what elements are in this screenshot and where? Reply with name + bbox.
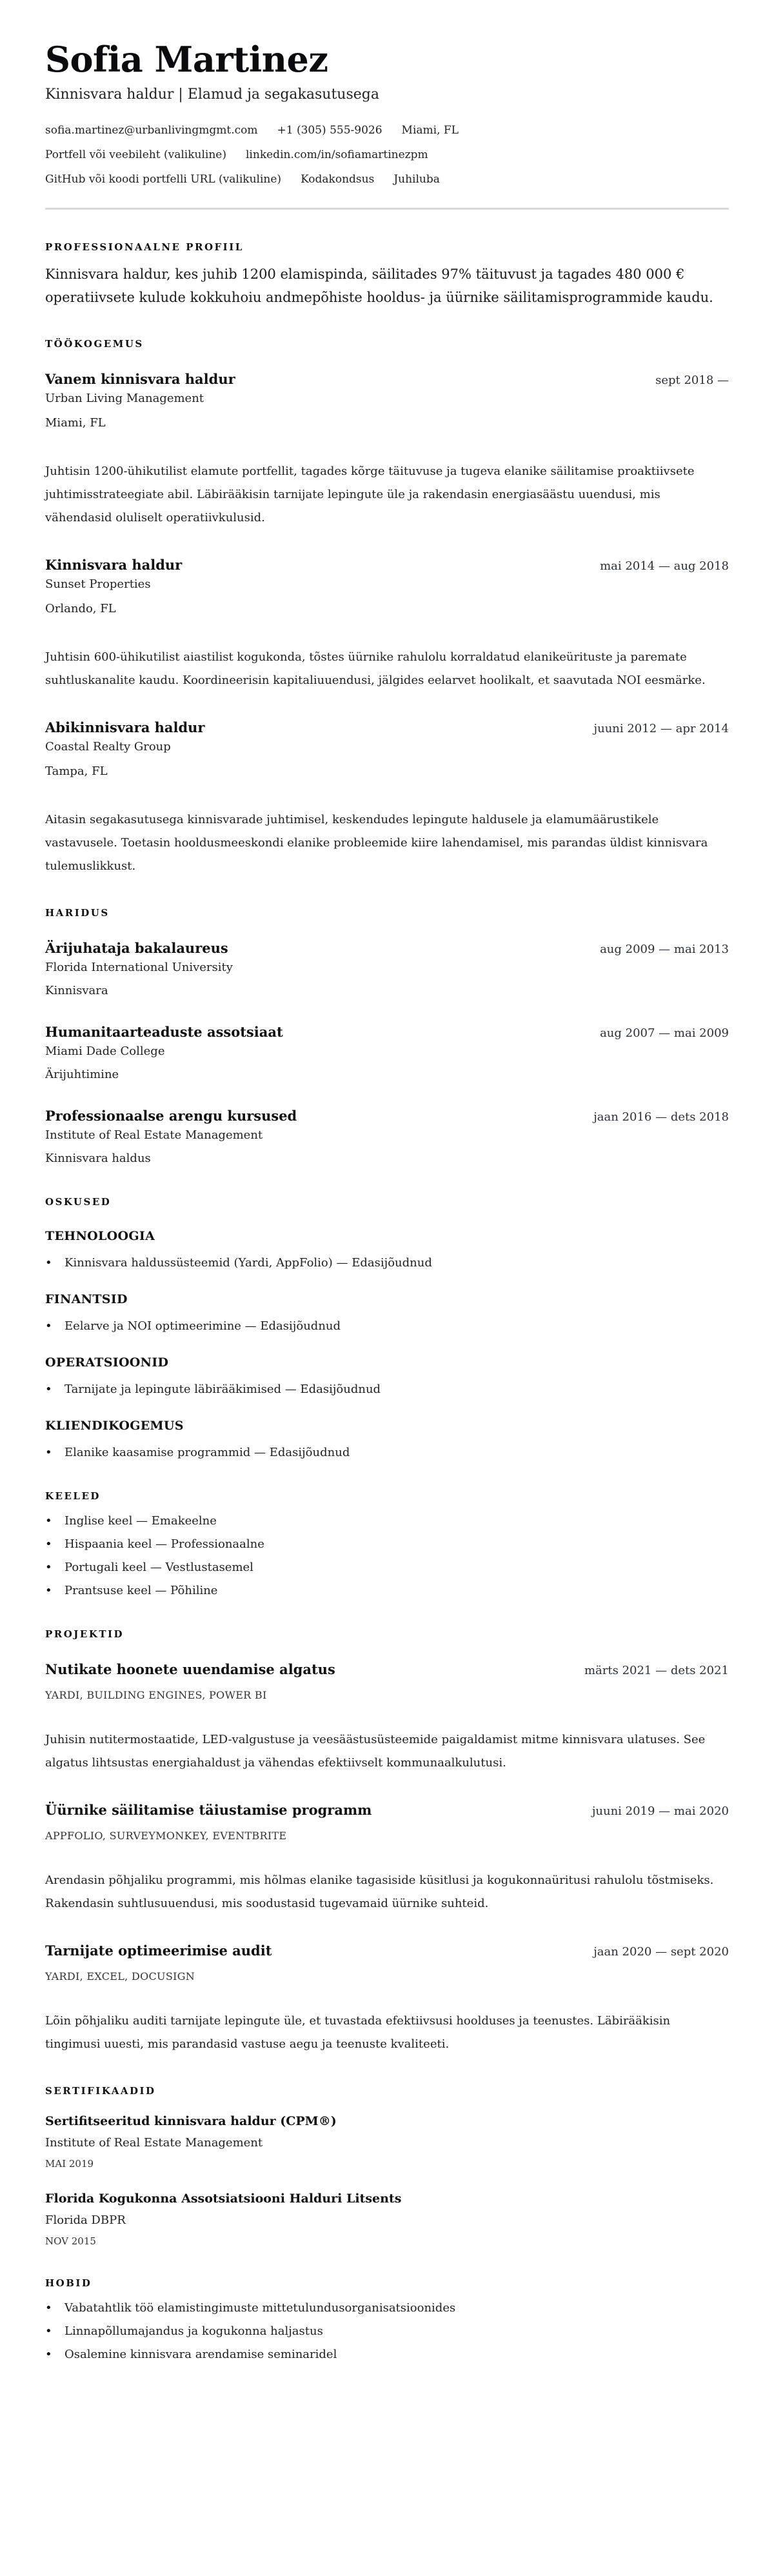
degree-dates: aug 2009 — mai 2013 [600, 943, 729, 956]
certifications-section [45, 2084, 729, 2248]
contact-phone[interactable]: +1 (305) 555-9026 [277, 124, 382, 137]
project-tech-stack: APPFOLIO, SURVEYMONKEY, EVENTBRITE [45, 1830, 287, 1842]
profile-summary: Kinnisvara haldur, kes juhib 1200 elamispinda, säilitades 97% täituvust ja tagades 480 000 € operatiivsete kulude kokkuhoiu andmepõhiste hooldus- ja üürnike säilitamisprogrammide kaudu. [45, 266, 713, 305]
skill-item: • Elanike kaasamise programmid — Edasijõudnud [45, 1444, 729, 1461]
job-location: Miami, FL [45, 416, 106, 430]
hobby-item: • Linnapõllumajandus ja kogukonna haljastus [45, 2323, 729, 2340]
section-title-skills: OSKUSED [45, 1196, 112, 1208]
project-title: Nutikate hoonete uuendamise algatus [45, 1661, 335, 1677]
languages-section [45, 1490, 729, 1599]
project-entry [45, 1660, 729, 1775]
skill-item: • Eelarve ja NOI optimeerimine — Edasijõudnud [45, 1318, 729, 1335]
language-list [45, 1513, 729, 1599]
project-entry [45, 1801, 729, 1915]
contact-row-3 [45, 172, 729, 187]
job-location: Orlando, FL [45, 602, 116, 615]
contact-email[interactable]: sofia.martinez@urbanlivingmgmt.com [45, 124, 258, 137]
section-title-hobbies: HOBID [45, 2277, 92, 2289]
contact-citizenship: Kodakondsus [301, 173, 375, 186]
skill-category-name: OPERATSIOONID [45, 1355, 169, 1370]
section-title-profile: PROFESSIONAALNE PROFIIL [45, 241, 244, 253]
hobbies-section [45, 2277, 729, 2363]
job-description: Juhtisin 1200-ühikutilist elamute portfellit, tagades kõrge täituvuse ja tugeva elanike säilitamise proaktiivsete juhtimisstrateegiate abil. Läbirääkisin tarnijate lepingute üle ja rakendasin energiasäästu uuendusi, mis vähendasid oluliselt operatiivkulusid. [45, 464, 695, 524]
experience-entry [45, 370, 729, 530]
project-description: Lõin põhjaliku auditi tarnijate lepingute üle, et tuvastada efektiivsusi hoolduses ja teenustes. Läbirääkisin tingimusi uuesti, mis parandasid vastuse aegu ja teenuste kvaliteeti. [45, 2014, 671, 2051]
project-tech-stack: YARDI, BUILDING ENGINES, POWER BI [45, 1689, 267, 1701]
profile-section [45, 241, 729, 309]
contact-linkedin[interactable]: linkedin.com/in/sofiamartinezpm [246, 148, 428, 161]
education-entry [45, 1023, 729, 1083]
section-title-languages: KEELED [45, 1490, 101, 1502]
contact-location: Miami, FL [401, 124, 459, 137]
school-name: Florida International University [45, 961, 233, 974]
project-title: Tarnijate optimeerimise audit [45, 1942, 272, 1959]
job-location: Tampa, FL [45, 764, 108, 778]
job-title: Kinnisvara haldur [45, 557, 183, 573]
resume-header [45, 39, 729, 210]
skill-category-name: TEHNOLOOGIA [45, 1229, 155, 1243]
project-title: Üürnike säilitamise täiustamise programm [45, 1802, 372, 1818]
certification-entry [45, 2113, 729, 2171]
project-description: Arendasin põhjaliku programmi, mis hõlmas elanike tagasiside küsitlusi ja kogukonnaüritusi rahulolu tõstmiseks. Rakendasin suhtlusuuendusi, mis soodustasid tugevamaid üürnike suhteid. [45, 1873, 714, 1910]
field-of-study: Ärijuhtimine [45, 1068, 119, 1081]
section-title-experience: TÖÖKOGEMUS [45, 338, 144, 350]
candidate-name: Sofia Martinez [45, 39, 328, 80]
job-dates: sept 2018 — [655, 374, 729, 387]
experience-entry [45, 718, 729, 878]
skill-list [45, 1318, 729, 1335]
certification-issuer: Florida DBPR [45, 2213, 126, 2227]
certification-issuer: Institute of Real Estate Management [45, 2136, 263, 2150]
project-description: Juhisin nutitermostaatide, LED-valgustuse ja veesäästusüsteemide paigaldamist mitme kinnisvara ulatuses. See algatus lihtsustas energiahaldust ja vähendas efektiivselt kommunaalkulutusi. [45, 1733, 706, 1770]
contact-row-2 [45, 147, 729, 163]
education-entry [45, 939, 729, 999]
contact-portfolio[interactable]: Portfell või veebileht (valikuline) [45, 148, 226, 161]
job-title: Abikinnisvara haldur [45, 719, 205, 735]
project-tech-stack: YARDI, EXCEL, DOCUSIGN [45, 1970, 195, 1982]
header-divider [45, 208, 729, 210]
job-description: Juhtisin 600-ühikutilist aiastilist kogukonda, tõstes üürnike rahulolu korraldatud elanikeürituste ja paremate suhtluskanalite kaudu. Koordineerisin kapitaliuuendusi, jälgides eelarvet hoolikalt, et saavutada NOI eesmärke. [45, 650, 706, 687]
certification-title: Sertifitseeritud kinnisvara haldur (CPM®) [45, 2114, 337, 2128]
degree-title: Professionaalse arengu kursused [45, 1108, 297, 1124]
language-item: • Inglise keel — Emakeelne [45, 1513, 729, 1530]
skill-category-name: KLIENDIKOGEMUS [45, 1419, 184, 1433]
school-name: Miami Dade College [45, 1044, 165, 1058]
certification-title: Florida Kogukonna Assotsiatsiooni Halduri Litsents [45, 2192, 402, 2206]
language-item: • Hispaania keel — Professionaalne [45, 1536, 729, 1553]
project-dates: märts 2021 — dets 2021 [584, 1664, 729, 1677]
hobby-item: • Vabatahtlik töö elamistingimuste mittetulundusorganisatsioonides [45, 2300, 729, 2317]
contact-drivers-license: Juhiluba [393, 173, 440, 186]
skill-category-name: FINANTSID [45, 1292, 128, 1306]
field-of-study: Kinnisvara [45, 984, 108, 997]
degree-dates: jaan 2016 — dets 2018 [593, 1110, 729, 1124]
hobby-list [45, 2300, 729, 2363]
contact-github[interactable]: GitHub või koodi portfelli URL (valikuline) [45, 173, 282, 186]
project-dates: juuni 2019 — mai 2020 [591, 1804, 729, 1818]
job-title: Vanem kinnisvara haldur [45, 371, 235, 387]
skills-section [45, 1195, 729, 1461]
section-title-projects: PROJEKTID [45, 1628, 124, 1640]
job-dates: mai 2014 — aug 2018 [600, 559, 729, 573]
job-company: Sunset Properties [45, 577, 151, 591]
skill-list [45, 1444, 729, 1461]
job-company: Coastal Realty Group [45, 740, 171, 754]
skill-item: • Tarnijate ja lepingute läbirääkimised — Edasijõudnud [45, 1381, 729, 1398]
skill-list [45, 1381, 729, 1398]
field-of-study: Kinnisvara haldus [45, 1152, 151, 1165]
projects-section [45, 1628, 729, 2056]
education-section [45, 906, 729, 1167]
job-dates: juuni 2012 — apr 2014 [593, 722, 729, 735]
contact-row-1 [45, 123, 729, 138]
hobby-item: • Osalemine kinnisvara arendamise seminaridel [45, 2346, 729, 2363]
school-name: Institute of Real Estate Management [45, 1128, 263, 1142]
section-title-certifications: SERTIFIKAADID [45, 2085, 156, 2097]
experience-section [45, 337, 729, 878]
education-entry [45, 1106, 729, 1167]
certification-date: MAI 2019 [45, 2158, 94, 2170]
project-entry [45, 1941, 729, 2056]
certification-entry [45, 2190, 729, 2248]
language-item: • Prantsuse keel — Põhiline [45, 1583, 729, 1599]
job-description: Aitasin segakasutusega kinnisvarade juhtimisel, keskendudes lepingute haldusele ja elamumäärustikele vastavusele. Toetasin hooldusmeeskondi elanike probleemide kiire lahendamisel, mis parandas üldist kinnisvara tulemuslikkust. [45, 813, 708, 873]
job-company: Urban Living Management [45, 392, 204, 405]
skill-item: • Kinnisvara haldussüsteemid (Yardi, AppFolio) — Edasijõudnud [45, 1255, 729, 1272]
degree-dates: aug 2007 — mai 2009 [600, 1026, 729, 1040]
degree-title: Humanitaarteaduste assotsiaat [45, 1024, 283, 1040]
degree-title: Ärijuhataja bakalaureus [45, 940, 228, 956]
candidate-headline: Kinnisvara haldur | Elamud ja segakasutusega [45, 86, 379, 103]
project-dates: jaan 2020 — sept 2020 [593, 1945, 729, 1959]
experience-entry [45, 555, 729, 692]
skill-list [45, 1255, 729, 1272]
certification-date: NOV 2015 [45, 2235, 96, 2247]
section-title-education: HARIDUS [45, 907, 110, 919]
language-item: • Portugali keel — Vestlustasemel [45, 1559, 729, 1576]
